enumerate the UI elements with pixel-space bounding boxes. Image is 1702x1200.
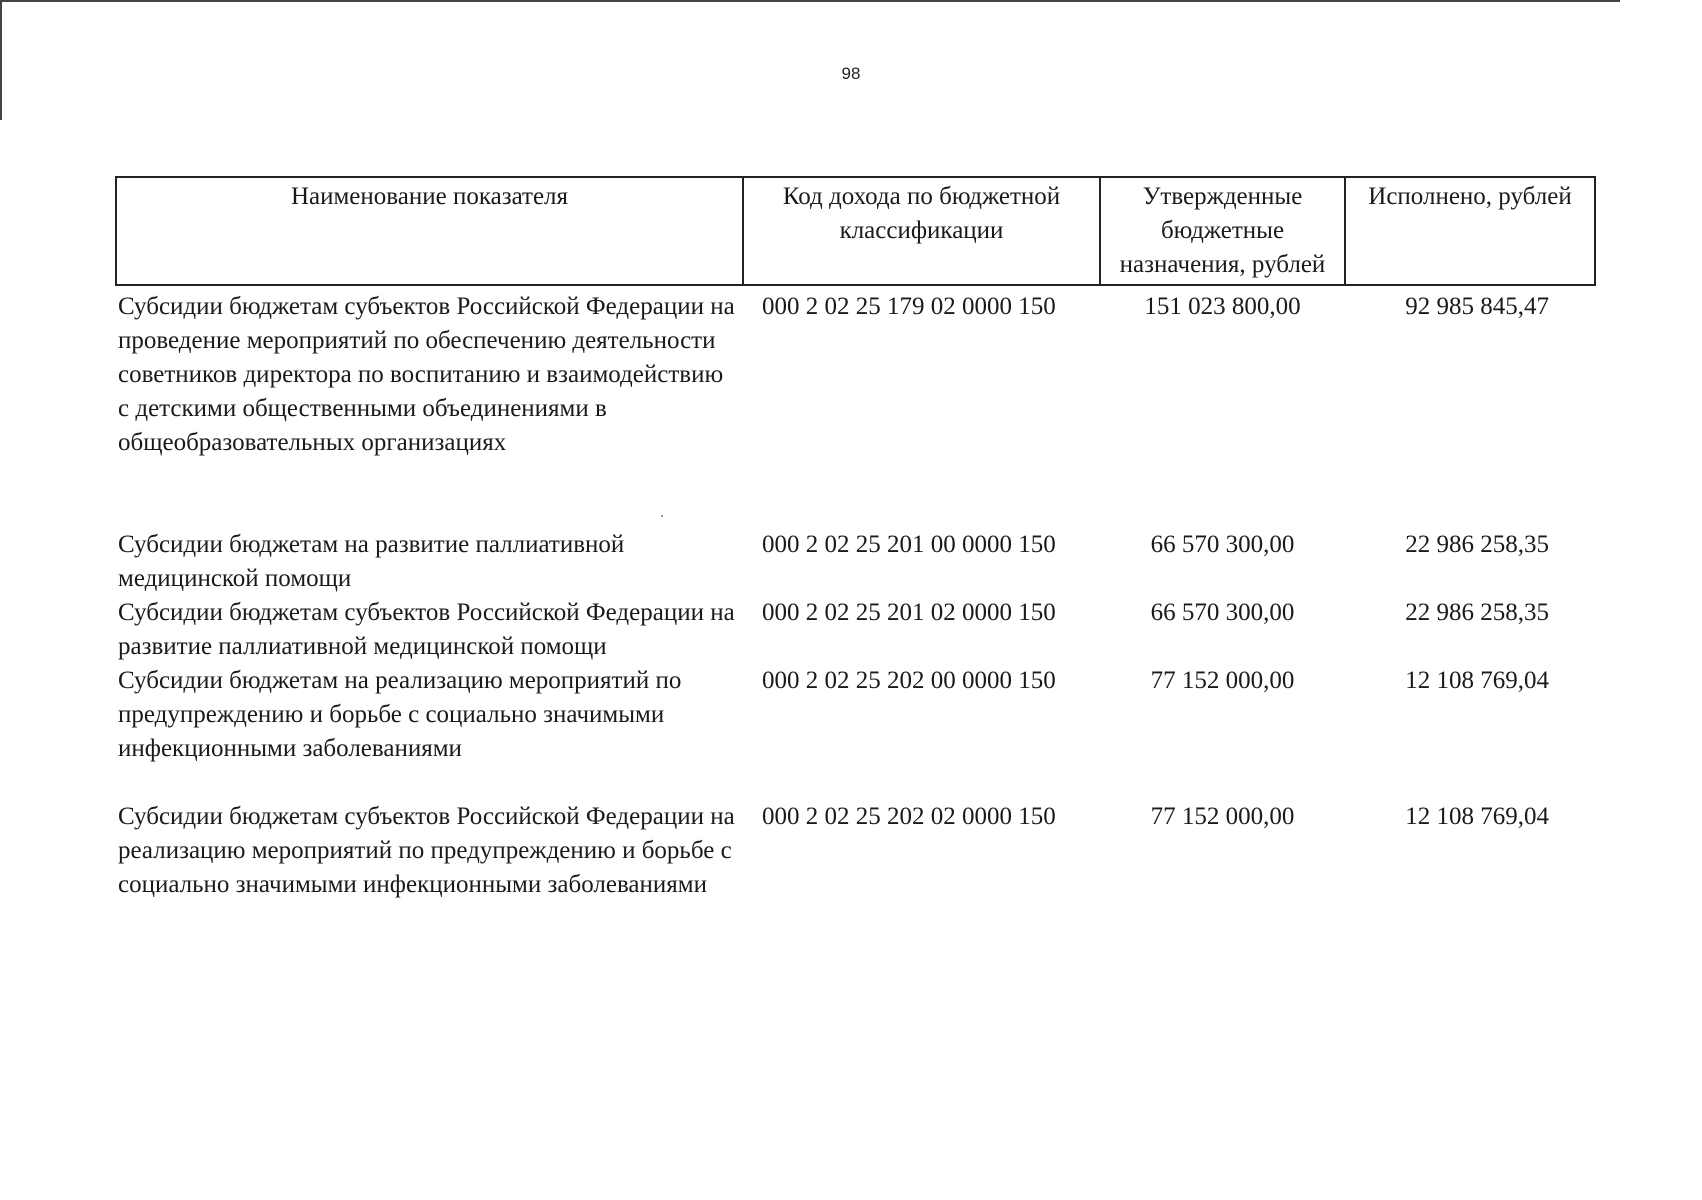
- row-revenue-code: 000 2 02 25 179 02 0000 150: [762, 293, 1056, 320]
- row-spacer: [116, 494, 1595, 528]
- row-revenue-code: 000 2 02 25 201 00 0000 150: [762, 531, 1056, 558]
- row-approved-amount: 66 570 300,00: [1150, 599, 1295, 626]
- row-revenue-code: 000 2 02 25 201 02 0000 150: [762, 599, 1056, 626]
- row-approved-amount: 151 023 800,00: [1144, 293, 1301, 320]
- row-indicator-name: Субсидии бюджетам субъектов Российской Федерации на развитие паллиативной медицинской помощи: [118, 599, 735, 660]
- row-executed-amount: 22 986 258,35: [1405, 599, 1549, 626]
- table-row: [116, 800, 1595, 902]
- row-approved-amount: 77 152 000,00: [1150, 803, 1295, 830]
- row-approved-amount: 77 152 000,00: [1150, 667, 1295, 694]
- table-row: [116, 285, 1595, 460]
- table-row: [116, 596, 1595, 664]
- row-indicator-name: Субсидии бюджетам на развитие паллиативной медицинской помощи: [118, 531, 625, 592]
- row-indicator-name: Субсидии бюджетам на реализацию мероприятий по предупреждению и борьбе с социально значимыми инфекционными заболеваниями: [118, 667, 682, 762]
- row-executed-amount: 12 108 769,04: [1405, 667, 1549, 694]
- scan-edge-top: [0, 0, 1620, 2]
- table-header-row: [116, 177, 1595, 285]
- row-indicator-name: Субсидии бюджетам субъектов Российской Федерации на реализацию мероприятий по предупреждению и борьбе с социально значимыми инфекционными заболеваниями: [118, 803, 735, 898]
- row-revenue-code: 000 2 02 25 202 02 0000 150: [762, 803, 1056, 830]
- row-revenue-code: 000 2 02 25 202 00 0000 150: [762, 667, 1056, 694]
- page-number: 98: [841, 64, 861, 83]
- header-indicator-name: Наименование показателя: [116, 177, 743, 285]
- header-executed: Исполнено, рублей: [1345, 177, 1595, 285]
- header-approved-appropriations: Утвержденные бюджетные назначения, рублей: [1100, 177, 1345, 285]
- table-row: [116, 664, 1595, 766]
- row-spacer: [116, 766, 1595, 800]
- scan-speck: [661, 515, 663, 517]
- row-spacer: [116, 460, 1595, 494]
- row-executed-amount: 92 985 845,47: [1405, 293, 1549, 320]
- budget-revenue-table: [115, 176, 1596, 902]
- row-executed-amount: 22 986 258,35: [1405, 531, 1549, 558]
- scan-edge-left: [0, 0, 2, 120]
- row-executed-amount: 12 108 769,04: [1405, 803, 1549, 830]
- row-approved-amount: 66 570 300,00: [1150, 531, 1295, 558]
- header-revenue-code: Код дохода по бюджетной классификации: [743, 177, 1100, 285]
- row-indicator-name: Субсидии бюджетам субъектов Российской Федерации на проведение мероприятий по обеспечению деятельности советников директора по воспитанию и взаимодействию с детскими общественными объединениями в общеобразовательных организациях: [118, 293, 735, 456]
- table-row: [116, 528, 1595, 596]
